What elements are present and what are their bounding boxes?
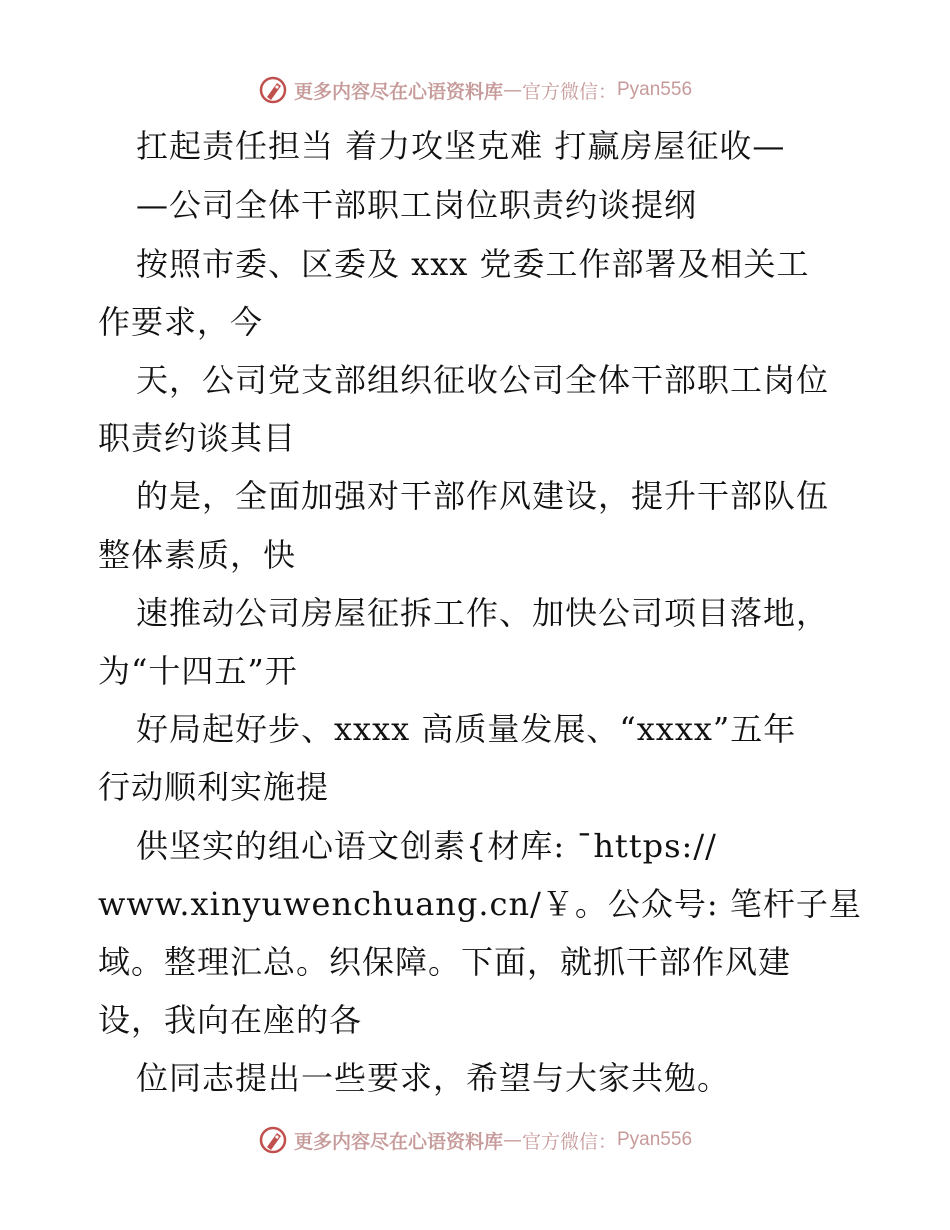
doc-title-line-2: —公司全体干部职工岗位职责约谈提纲 bbox=[136, 186, 698, 224]
watermark-official-label: 官方微信： bbox=[521, 1130, 617, 1153]
watermark-wechat-id: Pyan556 bbox=[617, 1129, 693, 1150]
doc-line: 的是，全面加强对干部作风建设，提升干部队伍 bbox=[136, 477, 830, 515]
doc-line: 好局起好步、xxxx 高质量发展、“xxxx”五年 bbox=[136, 710, 797, 748]
doc-line: 供坚实的组心语文创素{材库: ¯https:// bbox=[136, 827, 717, 865]
doc-line: 域。整理汇总。织保障。下面，就抓干部作风建 bbox=[98, 943, 792, 981]
watermark-separator: — bbox=[502, 1129, 522, 1151]
watermark-separator: — bbox=[502, 79, 522, 101]
watermark-text: 更多内容尽在心语资料库 bbox=[293, 80, 503, 103]
doc-line: 天，公司党支部组织征收公司全体干部职工岗位 bbox=[136, 361, 830, 399]
doc-line: 位同志提出一些要求，希望与大家共勉。 bbox=[136, 1059, 731, 1097]
doc-line: 作要求，今 bbox=[98, 303, 264, 341]
pen-nib-circle-icon bbox=[258, 75, 288, 105]
watermark-banner-top bbox=[0, 72, 950, 108]
doc-line: 为“十四五”开 bbox=[98, 652, 298, 690]
doc-line: 行动顺利实施提 bbox=[98, 768, 330, 806]
doc-line: 整体素质，快 bbox=[98, 536, 297, 574]
watermark-wechat-id: Pyan556 bbox=[617, 79, 693, 100]
doc-line: 设，我向在座的各 bbox=[98, 1001, 363, 1039]
watermark-official-label: 官方微信： bbox=[521, 80, 617, 103]
doc-title-line-1: 扛起责任担当 着力攻坚克难 打赢房屋征收— bbox=[136, 127, 786, 165]
doc-line: 按照市委、区委及 xxx 党委工作部署及相关工 bbox=[136, 245, 810, 283]
doc-line: 速推动公司房屋征拆工作、加快公司项目落地， bbox=[136, 594, 830, 632]
watermark-banner-bottom bbox=[0, 1122, 950, 1158]
pen-nib-circle-icon bbox=[258, 1125, 288, 1155]
watermark-text: 更多内容尽在心语资料库 bbox=[293, 1130, 503, 1153]
doc-line: www.xinyuwenchuang.cn/￥。公众号: 笔杆子星 bbox=[98, 885, 862, 923]
doc-line: 职责约谈其目 bbox=[98, 419, 297, 457]
